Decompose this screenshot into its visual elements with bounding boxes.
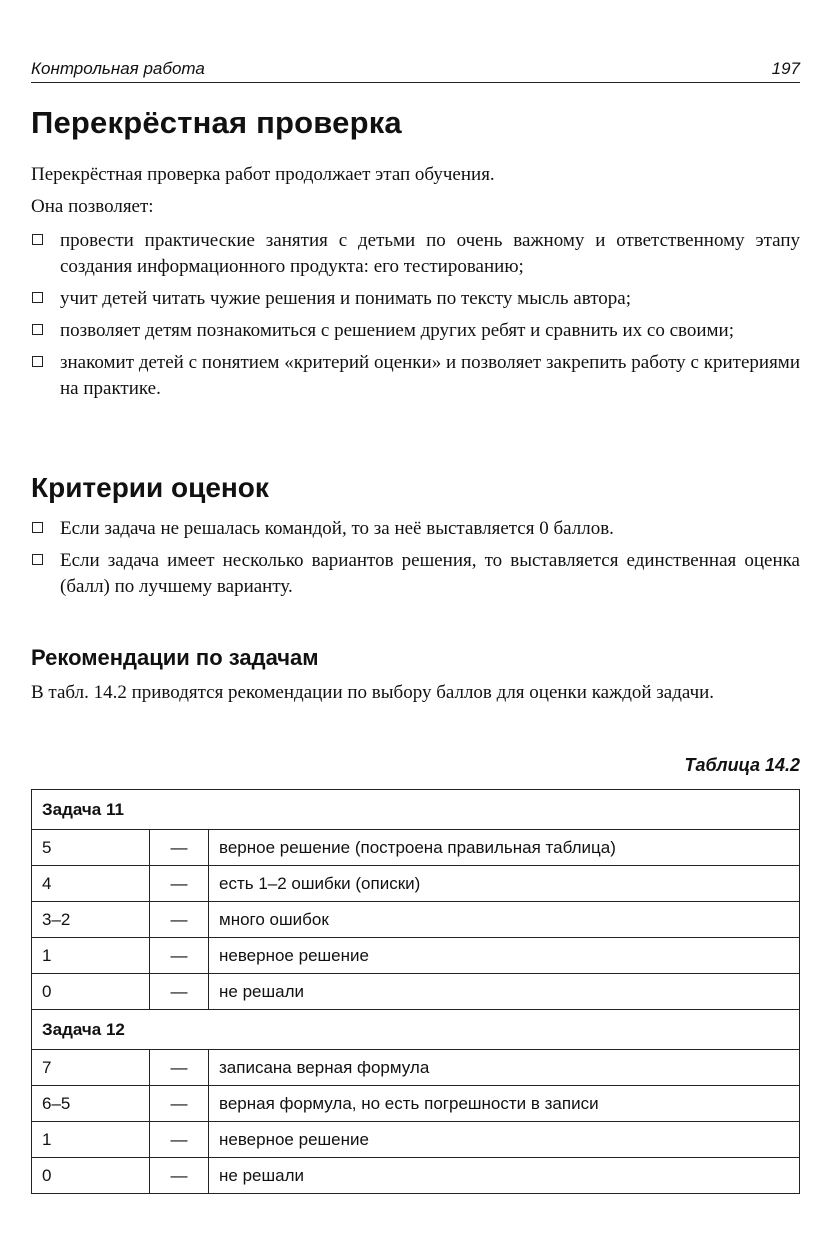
- table-row: [32, 830, 800, 866]
- checkbox-bullet-icon: [32, 356, 43, 367]
- list-item: Если задача не решалась командой, то за неё выставляется 0 баллов.: [31, 516, 800, 542]
- dash-cell: —: [150, 1050, 209, 1086]
- table-row: [32, 866, 800, 902]
- section-title-recommendations: Рекомендации по задачам: [31, 645, 319, 670]
- table-row: [32, 1122, 800, 1158]
- dash-cell: —: [150, 1122, 209, 1158]
- description-cell: верное решение (построена правильная таблица): [209, 830, 800, 866]
- table-row: [32, 1086, 800, 1122]
- score-cell: 5: [32, 830, 150, 866]
- description-cell: не решали: [209, 1158, 800, 1194]
- list-item: Если задача имеет несколько вариантов решения, то выставляется единственная оценка (балл) по лучшему варианту.: [31, 548, 800, 600]
- running-title: Контрольная работа: [31, 59, 205, 78]
- benefits-list: [31, 228, 800, 408]
- section-title-cross-check: Перекрёстная проверка: [31, 105, 402, 140]
- score-cell: 6–5: [32, 1086, 150, 1122]
- list-item: знакомит детей с понятием «критерий оценки» и позволяет закрепить работу с критериями на практике.: [31, 350, 800, 402]
- checkbox-bullet-icon: [32, 234, 43, 245]
- checkbox-bullet-icon: [32, 522, 43, 533]
- lead-paragraph: Она позволяет:: [31, 196, 154, 217]
- description-cell: верная формула, но есть погрешности в записи: [209, 1086, 800, 1122]
- table-row: [32, 974, 800, 1010]
- intro-paragraph: Перекрёстная проверка работ продолжает этап обучения.: [31, 164, 495, 185]
- description-cell: много ошибок: [209, 902, 800, 938]
- description-cell: неверное решение: [209, 1122, 800, 1158]
- scoring-table: [31, 789, 800, 1194]
- description-cell: записана верная формула: [209, 1050, 800, 1086]
- checkbox-bullet-icon: [32, 324, 43, 335]
- table-row: [32, 1050, 800, 1086]
- description-cell: не решали: [209, 974, 800, 1010]
- task-header-row: [32, 790, 800, 830]
- table-row: [32, 938, 800, 974]
- task-header-row: [32, 1010, 800, 1050]
- list-item: учит детей читать чужие решения и понимать по тексту мысль автора;: [31, 286, 800, 312]
- recommendations-paragraph: В табл. 14.2 приводятся рекомендации по выбору баллов для оценки каждой задачи.: [31, 682, 715, 703]
- dash-cell: —: [150, 830, 209, 866]
- table-row: [32, 1158, 800, 1194]
- score-cell: 0: [32, 1158, 150, 1194]
- section-title-criteria: Критерии оценок: [31, 472, 269, 503]
- table-caption: Таблица 14.2: [684, 755, 800, 775]
- task-name: Задача 12: [32, 1010, 800, 1050]
- dash-cell: —: [150, 974, 209, 1010]
- dash-cell: —: [150, 938, 209, 974]
- table-row: [32, 902, 800, 938]
- list-item: провести практические занятия с детьми по очень важному и ответственному этапу создания информационного продукта: его тестированию;: [31, 228, 800, 280]
- running-header: [31, 58, 800, 83]
- list-item: позволяет детям познакомиться с решением других ребят и сравнить их со своими;: [31, 318, 800, 344]
- page-number: 197: [771, 59, 800, 78]
- dash-cell: —: [150, 1086, 209, 1122]
- score-cell: 3–2: [32, 902, 150, 938]
- score-cell: 1: [32, 938, 150, 974]
- score-cell: 4: [32, 866, 150, 902]
- checkbox-bullet-icon: [32, 554, 43, 565]
- task-name: Задача 11: [32, 790, 800, 830]
- checkbox-bullet-icon: [32, 292, 43, 303]
- description-cell: неверное решение: [209, 938, 800, 974]
- description-cell: есть 1–2 ошибки (описки): [209, 866, 800, 902]
- score-cell: 7: [32, 1050, 150, 1086]
- dash-cell: —: [150, 1158, 209, 1194]
- dash-cell: —: [150, 902, 209, 938]
- score-cell: 1: [32, 1122, 150, 1158]
- dash-cell: —: [150, 866, 209, 902]
- score-cell: 0: [32, 974, 150, 1010]
- criteria-list: [31, 516, 800, 606]
